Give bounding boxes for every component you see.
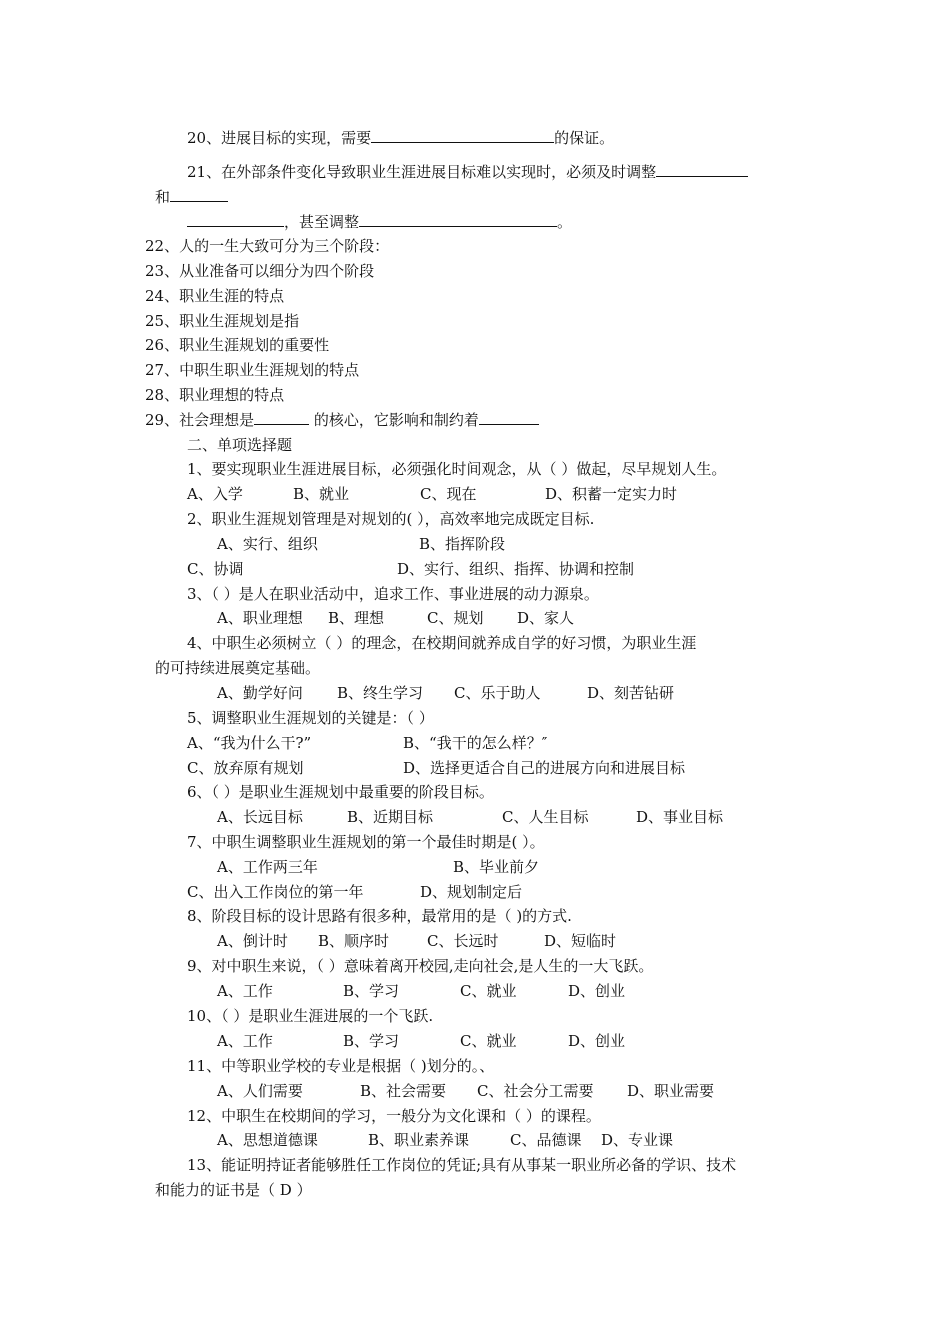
choice-q9-stem: 9、对中职生来说，（ ）意味着离开校园,走向社会,是人生的一大飞跃。 <box>187 957 654 975</box>
q5-option-a: A、“我为什么干?” <box>187 734 312 752</box>
choice-q12-options <box>217 1130 673 1150</box>
q8-option-b: B、顺序时 <box>318 932 390 950</box>
q29-text-mid: 的核心，它影响和制约着 <box>309 411 479 429</box>
q13-stem-line1-text: 13、能证明持证者能够胜任工作岗位的凭证;具有从事某一职业所必备的学识、技术 <box>187 1156 737 1174</box>
choice-q3-stem: 3、（ ）是人在职业活动中，追求工作、事业进展的动力源泉。 <box>187 585 599 603</box>
question-21-line3 <box>187 212 572 232</box>
question-28: 28、职业理想的特点 <box>145 386 285 404</box>
q5-option-d: D、选择更适合自己的进展方向和进展目标 <box>403 759 686 777</box>
question-26: 26、职业生涯规划的重要性 <box>145 336 330 354</box>
q2-option-a: A、实行、组织 <box>217 535 318 553</box>
choice-q9-options <box>217 981 625 1001</box>
q1-option-d: D、积蓄一定实力时 <box>545 485 678 503</box>
choice-q11-options <box>217 1081 714 1101</box>
q12-option-a: A、思想道德课 <box>217 1131 318 1149</box>
choice-q4-options <box>217 683 674 703</box>
q9-option-b: B、学习 <box>343 982 400 1000</box>
q5-option-c: C、放弃原有规划 <box>187 759 304 777</box>
choice-q2-stem: 2、职业生涯规划管理是对规划的( ），高效率地完成既定目标. <box>187 510 595 528</box>
q9-option-c: C、就业 <box>460 982 517 1000</box>
choice-q2-options-row1 <box>217 534 505 554</box>
q11-option-a: A、人们需要 <box>217 1082 303 1100</box>
q21-line3-mid: ，甚至调整 <box>284 213 360 231</box>
choice-q2-options-row2 <box>187 559 634 579</box>
q21-line1-text: 21、在外部条件变化导致职业生涯进展目标难以实现时，必须及时调整 <box>187 163 657 181</box>
q10-option-b: B、学习 <box>343 1032 400 1050</box>
q1-option-b: B、就业 <box>293 485 350 503</box>
q5-option-b: B、“我干的怎么样？″ <box>403 734 548 752</box>
q20-text-before: 20、进展目标的实现，需要 <box>187 129 372 147</box>
question-21-line2 <box>155 187 228 207</box>
question-22: 22、人的一生大致可分为三个阶段： <box>145 237 390 255</box>
q4-option-a: A、勤学好问 <box>217 684 303 702</box>
q21-blank-4 <box>359 212 557 227</box>
question-21-line1 <box>187 162 748 182</box>
choice-q12-stem <box>187 1106 601 1126</box>
question-27: 27、中职生职业生涯规划的特点 <box>145 361 360 379</box>
choice-q4-stem-line1: 4、中职生必须树立（ ）的理念，在校期间就养成自学的好习惯，为职业生涯 <box>187 634 697 652</box>
q21-line2-text: 和 <box>155 188 171 206</box>
q20-blank <box>371 128 554 143</box>
q3-option-a: A、职业理想 <box>217 609 303 627</box>
choice-q8-stem: 8、阶段目标的设计思路有很多种，最常用的是（ )的方式. <box>187 907 572 925</box>
q6-option-b: B、近期目标 <box>347 808 434 826</box>
choice-q1-stem: 1、要实现职业生涯进展目标，必须强化时间观念，从（ ）做起，尽早规划人生。 <box>187 460 727 478</box>
question-25: 25、职业生涯规划是指 <box>145 312 300 330</box>
q7-option-a: A、工作两三年 <box>217 858 318 876</box>
question-23: 23、从业准备可以细分为四个阶段 <box>145 262 375 280</box>
section-title: 二、单项选择题 <box>187 436 293 454</box>
q1-option-a: A、入学 <box>187 485 243 503</box>
q20-text-after: 的保证。 <box>554 129 615 147</box>
q3-option-d: D、家人 <box>517 609 575 627</box>
q10-option-c: C、就业 <box>460 1032 517 1050</box>
q6-option-c: C、人生目标 <box>502 808 589 826</box>
choice-q4-stem-line2: 的可持续进展奠定基础。 <box>155 659 321 677</box>
question-24: 24、职业生涯的特点 <box>145 287 285 305</box>
q4-option-c: C、乐于助人 <box>454 684 541 702</box>
choice-q3-options <box>217 608 574 628</box>
choice-q10-stem: 10、（ ）是职业生涯进展的一个飞跃. <box>187 1007 434 1025</box>
choice-q5-options-row2 <box>187 758 685 778</box>
q10-option-d: D、创业 <box>568 1032 626 1050</box>
q3-option-b: B、理想 <box>328 609 385 627</box>
q21-blank-1 <box>656 162 748 177</box>
choice-q5-options-row1 <box>187 733 547 753</box>
choice-q11-stem: 11、中等职业学校的专业是根据（ )划分的。、 <box>187 1057 495 1075</box>
choice-q10-options <box>217 1031 625 1051</box>
choice-q7-stem: 7、中职生调整职业生涯规划的第一个最佳时期是( ）。 <box>187 833 545 851</box>
choice-q7-options-row1 <box>217 857 539 877</box>
q29-blank-2 <box>479 410 539 425</box>
q29-blank-1 <box>254 410 309 425</box>
q11-option-d: D、职业需要 <box>627 1082 715 1100</box>
q12-option-d: D、专业课 <box>601 1131 674 1149</box>
choice-q13-stem-line1 <box>187 1155 736 1175</box>
q2-option-d: D、实行、组织、指挥、协调和控制 <box>397 560 635 578</box>
q7-option-d: D、规划制定后 <box>420 883 523 901</box>
q8-option-c: C、长远时 <box>427 932 499 950</box>
q21-blank-3 <box>187 212 284 227</box>
q6-option-a: A、长远目标 <box>217 808 303 826</box>
q29-text-before: 29、社会理想是 <box>145 411 255 429</box>
question-29 <box>145 410 539 430</box>
choice-q7-options-row2 <box>187 882 522 902</box>
q9-option-a: A、工作 <box>217 982 273 1000</box>
q12-stem-text: 12、中职生在校期间的学习，一般分为文化课和（ ）的课程。 <box>187 1107 601 1125</box>
choice-q8-options <box>217 931 616 951</box>
q9-option-d: D、创业 <box>568 982 626 1000</box>
q2-option-b: B、指挥阶段 <box>419 535 506 553</box>
q6-option-d: D、事业目标 <box>636 808 724 826</box>
choice-q13-stem-line2 <box>155 1180 312 1200</box>
q3-option-c: C、规划 <box>427 609 484 627</box>
choice-q6-stem: 6、（ ）是职业生涯规划中最重要的阶段目标。 <box>187 783 494 801</box>
q7-option-b: B、毕业前夕 <box>453 858 540 876</box>
q8-option-a: A、倒计时 <box>217 932 288 950</box>
q13-stem-line2-text: 和能力的证书是（ D ） <box>155 1181 312 1199</box>
q11-option-b: B、社会需要 <box>360 1082 447 1100</box>
q1-option-c: C、现在 <box>420 485 477 503</box>
q4-option-b: B、终生学习 <box>337 684 424 702</box>
choice-q5-stem: 5、调整职业生涯规划的关键是：（ ） <box>187 709 434 727</box>
choice-q1-options <box>187 484 677 504</box>
q12-option-b: B、职业素养课 <box>368 1131 470 1149</box>
choice-q6-options <box>217 807 723 827</box>
q2-option-c: C、协调 <box>187 560 244 578</box>
q21-blank-2 <box>170 187 228 202</box>
q12-option-c: C、品德课 <box>510 1131 582 1149</box>
q4-option-d: D、刻苦钻研 <box>587 684 675 702</box>
q21-line3-after: 。 <box>557 213 573 231</box>
q10-option-a: A、工作 <box>217 1032 273 1050</box>
q11-option-c: C、社会分工需要 <box>477 1082 594 1100</box>
q7-option-c: C、出入工作岗位的第一年 <box>187 883 364 901</box>
question-20 <box>187 128 614 148</box>
q8-option-d: D、短临时 <box>544 932 617 950</box>
